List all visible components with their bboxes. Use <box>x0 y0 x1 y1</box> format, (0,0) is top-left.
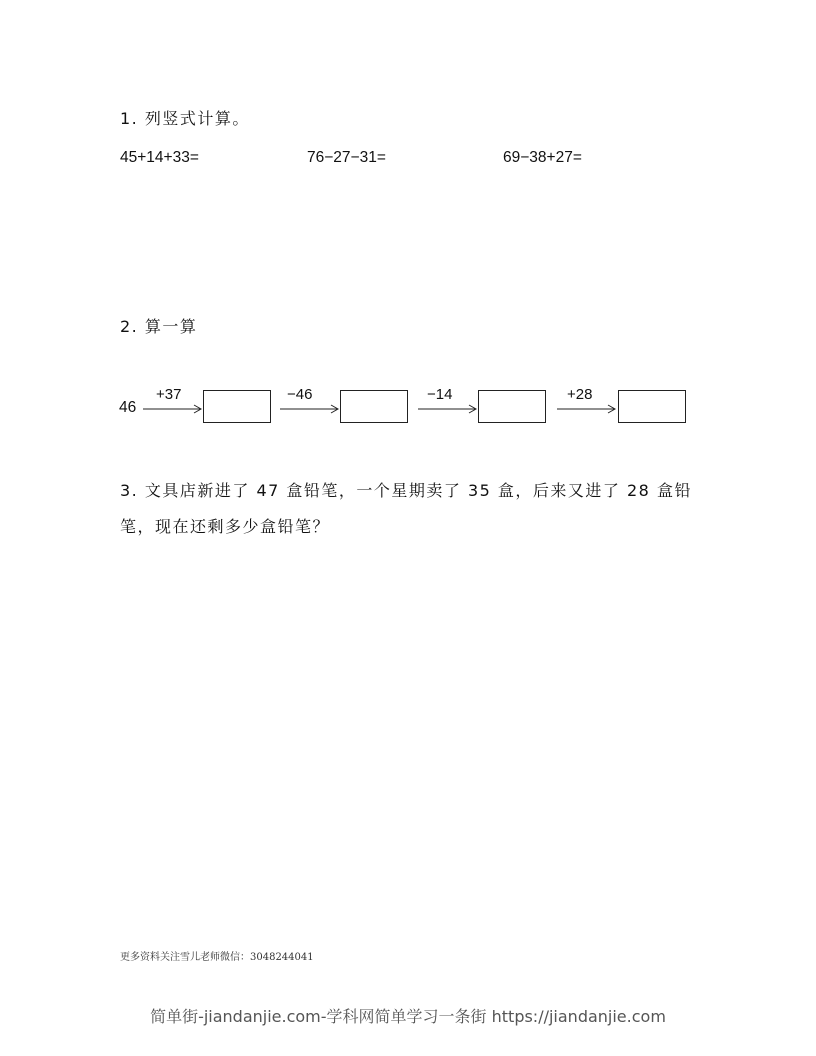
answer-box-1[interactable] <box>203 390 271 423</box>
expression-2: 76−27−31= <box>307 149 386 166</box>
operation-label-4: +28 <box>567 386 593 403</box>
operation-label-1: +37 <box>156 386 182 403</box>
question-2-title: 2. 算一算 <box>120 317 198 336</box>
question-3-text: 3. 文具店新进了 47 盒铅笔，一个星期卖了 35 盒，后来又进了 28 盒铅笔，现在还剩多少盒铅笔？ <box>120 481 692 536</box>
operation-label-3: −14 <box>427 386 453 403</box>
expression-3: 69−38+27= <box>503 149 582 166</box>
answer-box-4[interactable] <box>618 390 686 423</box>
footer-note: 更多资料关注雪儿老师微信：3048244041 <box>120 952 314 963</box>
question-1-title: 1. 列竖式计算。 <box>120 109 250 128</box>
arrow-4 <box>557 403 617 415</box>
chain-start-number: 46 <box>119 399 137 416</box>
answer-box-3[interactable] <box>478 390 546 423</box>
watermark: 简单街-jiandanjie.com-学科网简单学习一条街 https://jiandanjie.com <box>150 1007 666 1026</box>
arrow-2 <box>280 403 340 415</box>
arrow-3 <box>418 403 478 415</box>
arrow-1 <box>143 403 203 415</box>
answer-box-2[interactable] <box>340 390 408 423</box>
expression-1: 45+14+33= <box>120 149 199 166</box>
operation-label-2: −46 <box>287 386 313 403</box>
